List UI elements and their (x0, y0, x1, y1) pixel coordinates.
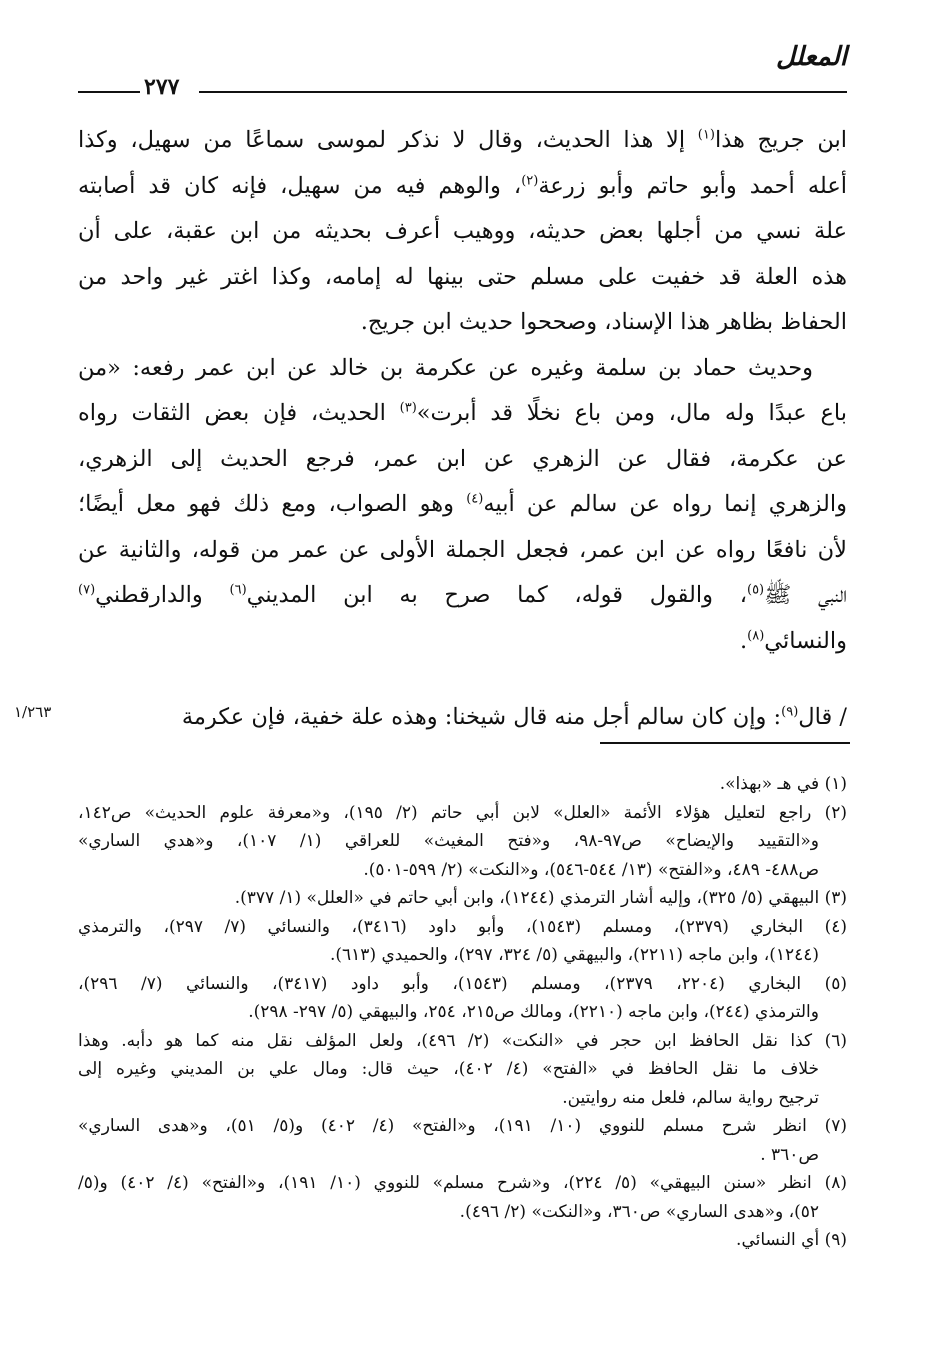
continuation-line: / قال$^{(٩)}$: وإن كان سالم أجل منه قال شيخنا: وهذه علة خفية، فإن عكرمة (181, 704, 847, 730)
footnotes (78, 770, 847, 1255)
header-rule-right (199, 91, 847, 93)
text-line: ابن جريج هذا$^{(١)}$ إلا هذا الحديث، وقال لا نذكر لموسى سماعًا من سهيل، وكذا (78, 127, 847, 153)
footnote-ref: (٣) (399, 400, 417, 416)
footnote-ref: (٧) (78, 582, 96, 598)
footnote-ref: (٢) (521, 173, 539, 188)
footnote-ref: (٩) (781, 704, 799, 720)
text-line: لأن نافعًا رواه عن ابن عمر، فجعل الجملة الأولى عن عمر من قوله، والثانية عن (78, 536, 847, 563)
running-header-title: المعلل (775, 42, 847, 72)
footnote-5: (٥) البخاري (٢٢٠٤، ٢٣٧٩)، ومسلم (١٥٤٣)، وأبو داود (٣٤١٧)، والنسائي (٧/ ٢٩٦)، والترمذي (٢٤٤)، وابن ماجه (٢٢١٠)، ومالك ص٢١٥، ٢٥٤، والبيهقي (٥/ ٢٩٧- ٢٩٨). (78, 973, 847, 1022)
footnote-4: (٤) البخاري (٢٣٧٩)، ومسلم (١٥٤٣)، وأبو داود (٣٤١٦)، والنسائي (٧/ ٢٩٧)، والترمذي (١٢٤٤)، وابن ماجه (٢٢١١)، والبيهقي (٥/ ٣٢٤، ٢٩٧)، والحميدي (٦١٣). (78, 916, 847, 965)
footnote-2: (٢) راجع لتعليل هؤلاء الأئمة «العلل» لابن أبي حاتم (٢/ ١٩٥)، و«معرفة علوم الحديث» ص١٤٢، و«التقييد والإيضاح» ص٩٧-٩٨، و«فتح المغيث» للعراقي (١/ ١٠٧)، و«هدي الساري» ص٤٨٨- ٤٨٩، و«الفتح» (١٣/ ٥٤٤-٥٤٦)، و«النكت» (٢/ ٥٩٩-٥٠١). (78, 802, 847, 880)
footnote-separator (600, 742, 850, 744)
footnote-7: (٧) انظر شرح مسلم للنووي (١٠/ ١٩١)، و«الفتح» (٤/ ٤٠٢) و(٥/ ٥١)، و«هدى الساري» ص٣٦٠ . (78, 1116, 847, 1165)
text-line: الحفاظ بظاهر هذا الإسناد، وصححوا حديث ابن جريج. (360, 309, 847, 335)
text-line: باع عبدًا وله مال، ومن باع نخلًا قد أبرت»$^{(٣)}$ الحديث، فإن بعض الثقات رواه (78, 400, 847, 426)
footnote-3: (٣) البيهقي (٥/ ٣٢٥)، وإليه أشار الترمذي (١٢٤٤)، وابن أبي حاتم في «العلل» (١/ ٣٧٧). (234, 888, 847, 908)
text-line: عن عكرمة، فقال عن الزهري عن ابن عمر، فرجع الحديث إلى الزهري، (78, 445, 847, 472)
text-line: وحديث حماد بن سلمة وغيره عن عكرمة بن خالد عن ابن عمر رفعه: «من (78, 354, 813, 381)
header-rule-left (78, 91, 140, 93)
text-line: علة نسي من أجلها بعض حديثه، ووهيب أعرف بحديثه من ابن عقبة، على أن (78, 218, 847, 244)
footnote-ref: (١) (697, 127, 715, 143)
text-line: والنسائي$^{(٨)}$. (739, 627, 847, 654)
footnote-9: (٩) أي النسائي. (736, 1230, 847, 1250)
footnote-ref: (٥) (746, 582, 765, 598)
text-line: النبي ﷺ$^{(٥)}$، والقول قوله، كما صرح به ابن المديني$^{(٦)}$ والدارقطني$^{(٧)}$ (78, 582, 847, 608)
footnote-1: (١) في هـ «بهذا». (719, 774, 847, 794)
footnote-ref: (٨) (747, 628, 765, 643)
text-line: هذه العلة قد خفيت على مسلم حتى بينها له إمامه، وكذا اغتر غير واحد من (78, 263, 847, 290)
footnote-ref: (٤) (466, 491, 484, 507)
manuscript-page-ref: ١/٢٦٣ (14, 703, 52, 721)
text-line: أعله أحمد وأبو حاتم وأبو زرعة$^{(٢)}$، والوهم فيه من سهيل، فإنه كان قد أصابته (78, 172, 847, 199)
page-break-marker: / (839, 704, 847, 730)
page-number: ٢٧٧ (144, 74, 180, 100)
footnote-8: (٨) انظر «سنن البيهقي» (٥/ ٢٢٤)، و«شرح مسلم» للنووي (١٠/ ١٩١)، و«الفتح» (٤/ ٤٠٢) و(٥/ ٥٢)، و«هدى الساري» ص٣٦٠، و«النكت» (٢/ ٤٩٦). (78, 1173, 847, 1222)
main-text (78, 118, 847, 664)
text-line: والزهري إنما رواه عن سالم عن أبيه$^{(٤)}$ وهو الصواب، ومع ذلك فهو معل أيضًا؛ (78, 491, 847, 517)
footnote-ref: (٦) (229, 582, 247, 598)
footnote-6: (٦) كذا نقل الحافظ ابن حجر في «النكت» (٢/ ٤٩٦)، ولعل المؤلف نقل منه كما هو دأبه. وهذا خلاف ما نقل الحافظ في «الفتح» (٤/ ٤٠٢)، حيث قال: ومال علي بن المديني وغيره إلى ترجيح رواية سالم، فلعل منه روايتين. (78, 1030, 847, 1108)
